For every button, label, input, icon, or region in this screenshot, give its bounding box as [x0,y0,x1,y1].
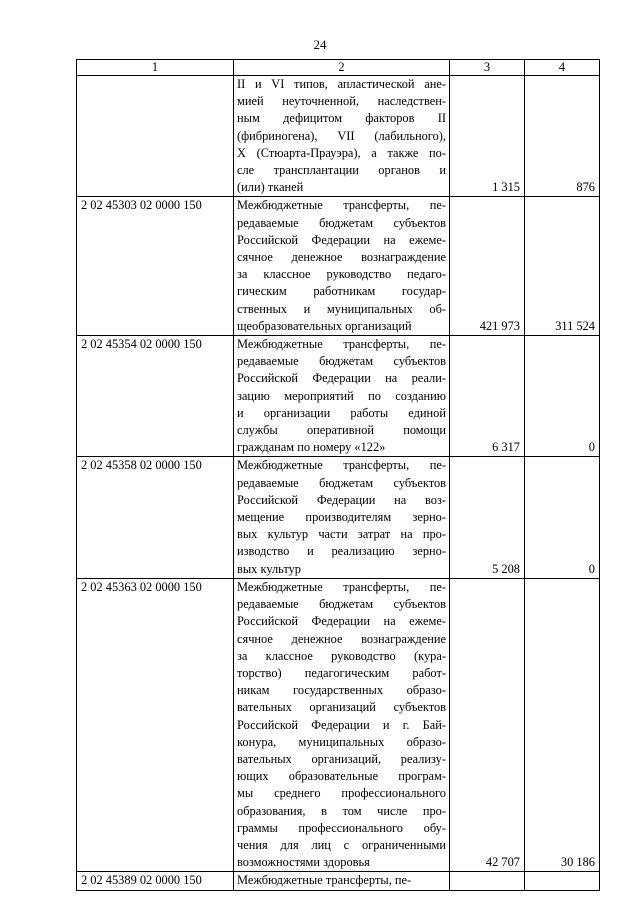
budget-code-cell: 2 02 45363 02 0000 150 [77,578,234,871]
description-cell [234,197,450,336]
budget-code-cell: 2 02 45303 02 0000 150 [77,197,234,336]
description-line: Российской Федерации на ежеме- [237,232,446,247]
table-row [77,336,600,457]
page-number: 24 [313,37,327,52]
table-body [77,76,600,891]
description-line: ющих образовательные програм- [237,769,446,784]
budget-code-cell [77,76,234,197]
amount-col3-cell: 421 973 [450,197,525,336]
amount-col4-cell [525,872,600,890]
description-cell [234,76,450,197]
description-line: редаваемые бюджетам субъектов [237,475,446,490]
amount-col4-cell: 0 [525,336,600,457]
description-line: вательных организаций субъектов [237,700,446,715]
amount-col3-cell: 6 317 [450,336,525,457]
table-row [77,197,600,336]
description-line: никам государственных образо- [237,683,446,698]
description-line: мы среднего профессионального [237,786,446,801]
description-line: гическим работникам государ- [237,284,446,299]
column-header-1: 1 [77,60,234,76]
description-line: Межбюджетные трансферты, пе- [237,873,412,888]
amount-col3-cell: 1 315 [450,76,525,197]
column-header-3: 3 [450,60,525,76]
description-line: Российской Федерации и г. Бай- [237,717,446,732]
description-line: службы оперативной помощи [237,423,446,438]
description-line: сле трансплантации органов и [237,163,446,178]
description-line: щеобразовательных организаций [237,318,412,333]
description-line: Межбюджетные трансферты, пе- [237,458,446,473]
budget-code-cell: 2 02 45354 02 0000 150 [77,336,234,457]
description-line: редаваемые бюджетам субъектов [237,215,446,230]
description-line: торство) педагогическим работ- [237,665,446,680]
amount-col4-cell: 30 186 [525,578,600,871]
description-line: X (Стюарта-Прауэра), а также по- [237,145,446,160]
description-line: сячное денежное вознаграждение [237,250,446,265]
description-line: (фибриногена), VII (лабильного), [237,128,446,143]
description-line: ственных и муниципальных об- [237,301,446,316]
description-cell [234,457,450,578]
description-line: редаваемые бюджетам субъектов [237,597,446,612]
description-line: Межбюджетные трансферты, пе- [237,198,446,213]
description-line: вательных организаций, реализу- [237,751,446,766]
amount-col4-cell: 876 [525,76,600,197]
table-row [77,872,600,890]
budget-code-cell: 2 02 45389 02 0000 150 [77,872,234,890]
description-line: изводство и реализацию зерно- [237,544,446,559]
description-line: ным дефицитом факторов II [237,111,446,126]
description-line: мещение производителям зерно- [237,510,446,525]
description-line: Российской Федерации на реали- [237,371,446,386]
description-line: редаваемые бюджетам субъектов [237,354,446,369]
description-line: и организации работы единой [237,405,446,420]
table-row [77,457,600,578]
description-cell [234,336,450,457]
description-line: Российской Федерации на ежеме- [237,614,446,629]
description-line: гражданам по номеру «122» [237,440,386,455]
description-line: II и VI типов, апластической ане- [237,77,446,91]
column-header-4: 4 [525,60,600,76]
description-line: возможностями здоровья [237,855,370,870]
description-line: конура, муниципальных образо- [237,734,446,749]
description-line: Российской Федерации на воз- [237,492,446,507]
description-line: (или) тканей [237,180,304,195]
budget-code-cell: 2 02 45358 02 0000 150 [77,457,234,578]
description-line: вых культур части затрат на про- [237,527,446,542]
table-header-row [77,60,600,76]
description-cell [234,872,450,890]
table-row [77,76,600,197]
amount-col4-cell: 311 524 [525,197,600,336]
amount-col3-cell: 5 208 [450,457,525,578]
description-line: мией неуточненной, наследствен- [237,94,446,109]
description-line: за классное руководство (кура- [237,648,446,663]
description-line: зацию мероприятий по созданию [237,388,446,403]
description-line: образования, в том числе про- [237,803,446,818]
description-line: граммы профессионального обу- [237,820,446,835]
description-line: чения для лиц с ограниченными [237,837,446,852]
table-row [77,578,600,871]
amount-col3-cell: 42 707 [450,578,525,871]
amount-col3-cell [450,872,525,890]
column-header-2: 2 [234,60,450,76]
description-line: за классное руководство педаго- [237,267,446,282]
budget-table [76,59,600,891]
description-cell [234,578,450,871]
description-line: вых культур [237,561,301,576]
amount-col4-cell: 0 [525,457,600,578]
description-line: сячное денежное вознаграждение [237,631,446,646]
description-line: Межбюджетные трансферты, пе- [237,337,446,352]
description-line: Межбюджетные трансферты, пе- [237,579,446,594]
